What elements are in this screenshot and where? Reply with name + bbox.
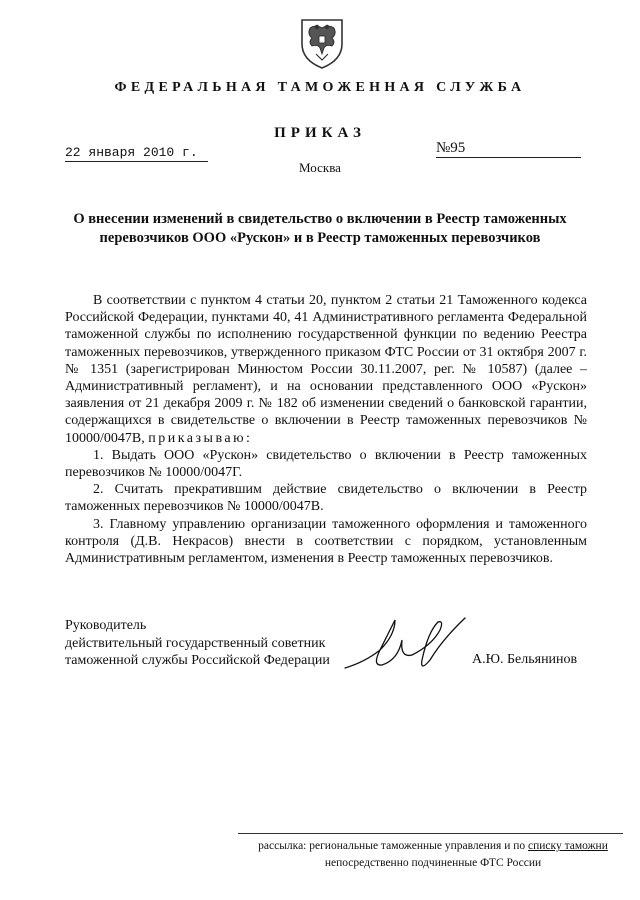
issue-city: Москва bbox=[299, 160, 341, 175]
signatory-name: А.Ю. Бельянинов bbox=[472, 652, 578, 667]
order-item-2: 2. Считать прекратившим действие свидетельство о включении в Реестр таможенных перевозчиков № 10000/0047В. bbox=[65, 482, 587, 515]
state-emblem-icon bbox=[298, 14, 346, 70]
signatory-line-1: Руководитель bbox=[65, 618, 147, 633]
order-item-1: 1. Выдать ООО «Рускон» свидетельство о включении в Реестр таможенных перевозчиков № 10000/0047Г. bbox=[65, 447, 587, 481]
order-item-3: 3. Главному управлению организации таможенного оформления и таможенного контроля (Д.В. Некрасов) внести в соответствии с порядком, установленным Административным регламентом, изменения в Реестр таможенных перевозчиков. bbox=[65, 516, 587, 567]
signatory-line-3: таможенной службы Российской Федерации bbox=[65, 653, 330, 668]
distribution-line-2: непосредственно подчиненные ФТС России bbox=[324, 857, 542, 869]
order-date: 22 января 2010 г. bbox=[65, 145, 208, 162]
distribution-line-1 bbox=[238, 838, 628, 855]
distribution-divider bbox=[238, 833, 623, 834]
order-body bbox=[65, 292, 587, 567]
preamble-paragraph bbox=[65, 292, 587, 447]
distribution-prefix: рассылка: региональные таможенные управления и по bbox=[258, 840, 529, 852]
order-word: приказываю: bbox=[148, 430, 253, 446]
distribution-list-link: списку таможни bbox=[528, 840, 608, 852]
signatory-title bbox=[65, 617, 365, 670]
signatory-line-2: действительный государственный советник bbox=[65, 635, 326, 651]
distribution-list bbox=[238, 838, 628, 872]
handwritten-signature bbox=[340, 610, 470, 675]
order-number: №95 bbox=[436, 140, 581, 158]
preamble-text: В соответствии с пунктом 4 статьи 20, пунктом 2 статьи 21 Таможенного кодекса Российской Федерации, пунктами 40, 41 Административного регламента Федеральной таможенной службы по исполнению государственной функции по ведению Реестра таможенных перевозчиков, утвержденного приказом ФТС России от 31 октября 2007 г. № 1351 (зарегистрирован Минюстом России 30.11.2007, рег. № 10587) (далее – Административный регламент), и на основании представленного ООО «Рускон» заявления от 21 декабря 2009 г. № 182 об изменении сведений о банковской гарантии, содержащихся в свидетельстве о включении в Реестр таможенных перевозчиков № 10000/0047В, bbox=[65, 293, 587, 446]
document-type: ПРИКАЗ bbox=[274, 125, 366, 141]
order-subject: О внесении изменений в свидетельство о включении в Реестр таможенных перевозчиков ООО «Рускон» и в Реестр таможенных перевозчиков bbox=[73, 211, 567, 246]
agency-name: ФЕДЕРАЛЬНАЯ ТАМОЖЕННАЯ СЛУЖБА bbox=[114, 80, 526, 95]
